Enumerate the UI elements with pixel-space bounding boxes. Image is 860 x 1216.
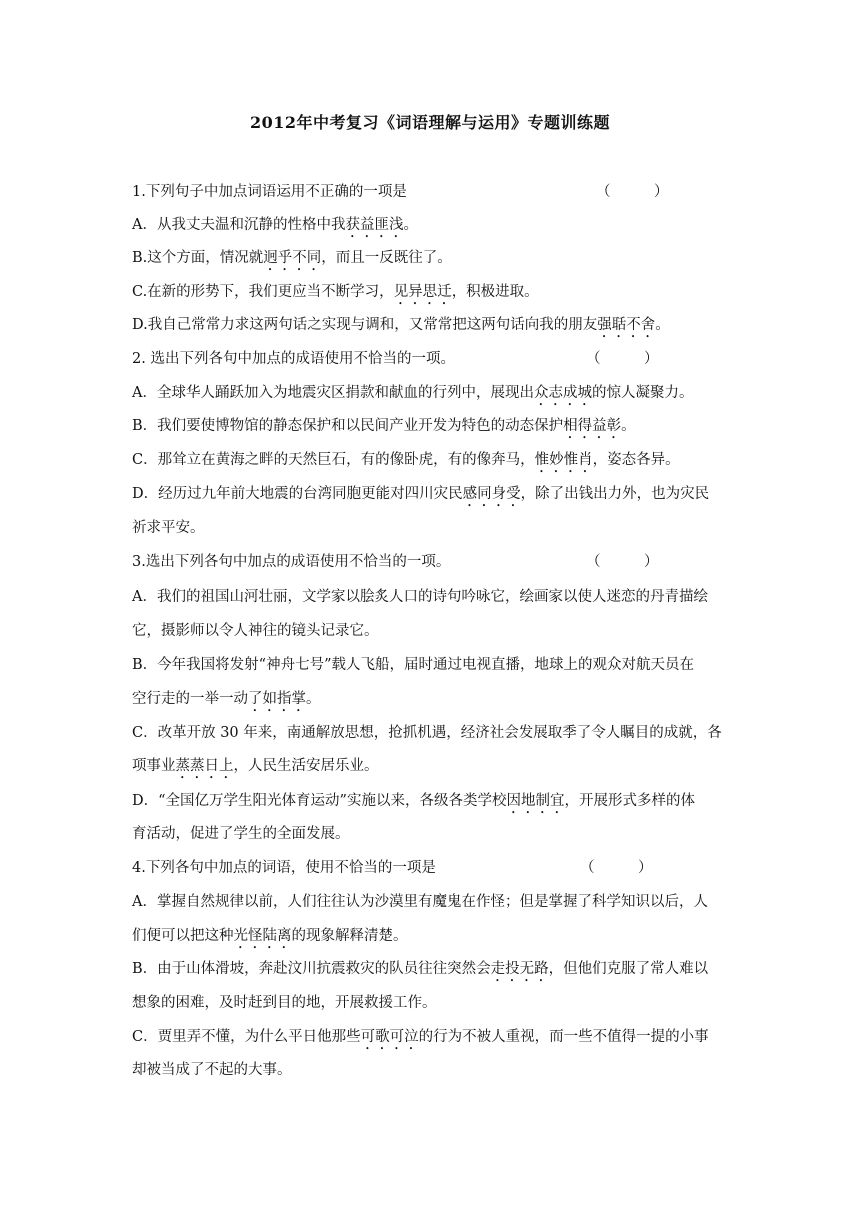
q2-option-a: A．全球华人踊跃加入为地震灾区捐款和献血的行列中，展现出众志成城的惊人凝聚力。 [132,385,694,401]
q3-option-b-continued: 空行走的一举一动了如指掌。 [132,691,321,707]
q1-option-d: D.我自己常常力求这两句话之实现与调和，又常常把这两句话向我的朋友强聒不舍。 [132,317,670,333]
q3-answer-bracket: （ ） [586,554,659,570]
q3-option-c-continued: 项事业蒸蒸日上，人民生活安居乐业。 [132,758,379,774]
q2-option-c: C．那耸立在黄海之畔的天然巨石，有的像卧虎，有的像奔马，惟妙惟肖，姿态各异。 [132,452,680,468]
q1-option-a: A．从我丈夫温和沉静的性格中我获益匪浅。 [132,217,418,233]
q4-option-c: C．贾里弄不懂，为什么平日他那些可歌可泣的行为不被人重视，而一些不值得一提的小事 [132,1029,709,1045]
emphasized-phrase: 惟妙惟肖 [534,452,593,468]
q4-option-c-continued: 却被当成了不起的大事。 [132,1062,292,1078]
emphasized-phrase: 因地制宜 [506,793,565,809]
q2-option-d: D．经历过九年前大地震的台湾同胞更能对四川灾民感同身受，除了出钱出力外，也为灾民 [132,486,710,502]
document-title: 2012年中考复习《词语理解与运用》专题训练题 [249,113,611,132]
emphasized-phrase: 可歌可泣 [360,1029,419,1045]
q2-answer-bracket: （ ） [586,351,659,367]
q1-option-c: C.在新的形势下，我们更应当不断学习，见异思迁，积极进取。 [132,284,539,300]
q1-option-b: B.这个方面，情况就迥乎不同，而且一反既往了。 [132,250,452,266]
emphasized-phrase: 见异思迁 [393,284,452,300]
q4-stem: 4.下列各句中加点的词语，使用不恰当的一项是 [132,860,436,876]
q4-option-a-continued: 们便可以把这种光怪陆离的现象解释清楚。 [132,928,408,944]
emphasized-phrase: 了如指掌 [248,691,306,707]
q3-option-c: C．改革开放 30 年来，南通解放思想，抢抓机遇，经济社会发展取季了令人瞩目的成就，各 [132,725,722,741]
emphasized-phrase: 强聒不舍 [597,317,656,333]
q4-option-b: B．由于山体滑坡，奔赴汶川抗震救灾的队员往往突然会走投无路，但他们克服了常人难以 [132,961,709,977]
q3-option-d: D．“全国亿万学生阳光体育运动”实施以来，各级各类学校因地制宜，开展形式多样的体 [132,793,695,809]
q3-option-d-continued: 育活动，促进了学生的全面发展。 [132,826,350,842]
emphasized-phrase: 蒸蒸日上 [175,758,234,774]
emphasized-phrase: 光怪陆离 [233,928,292,944]
emphasized-phrase: 众志成城 [533,385,592,401]
emphasized-phrase: 相得益彰 [563,418,622,434]
q4-option-a: A．掌握自然规律以前，人们往往认为沙漠里有魔鬼在作怪；但是掌握了科学知识以后，人 [132,894,708,910]
emphasized-phrase: 走投无路 [490,961,549,977]
emphasized-phrase: 获益匪浅 [345,217,404,233]
q3-option-b: B．今年我国将发射“神舟七号”载人飞船，届时通过电视直播，地球上的观众对航天员在 [132,657,694,673]
q3-option-a: A．我们的祖国山河壮丽，文学家以脍炙人口的诗句吟咏它，绘画家以使人迷恋的丹青描绘 [132,589,708,605]
q3-option-a-continued: 它，摄影师以令人神往的镜头记录它。 [132,623,379,639]
q1-answer-bracket: （ ） [596,184,669,200]
q4-option-b-continued: 想象的困难，及时赶到目的地，开展救援工作。 [132,995,437,1011]
q2-stem: 2. 选出下列各句中加点的成语使用不恰当的一项。 [132,351,455,367]
emphasized-phrase: 迥乎不同 [263,250,322,266]
emphasized-phrase: 感同身受 [462,486,521,502]
q4-answer-bracket: （ ） [580,860,653,876]
q2-option-d-continued: 祈求平安。 [132,520,205,536]
q3-stem: 3.选出下列各句中加点的成语使用不恰当的一项。 [132,554,451,570]
q2-option-b: B．我们要使博物馆的静态保护和以民间产业开发为特色的动态保护相得益彰。 [132,418,636,434]
q1-stem: 1.下列句子中加点词语运用不正确的一项是 [132,184,407,200]
